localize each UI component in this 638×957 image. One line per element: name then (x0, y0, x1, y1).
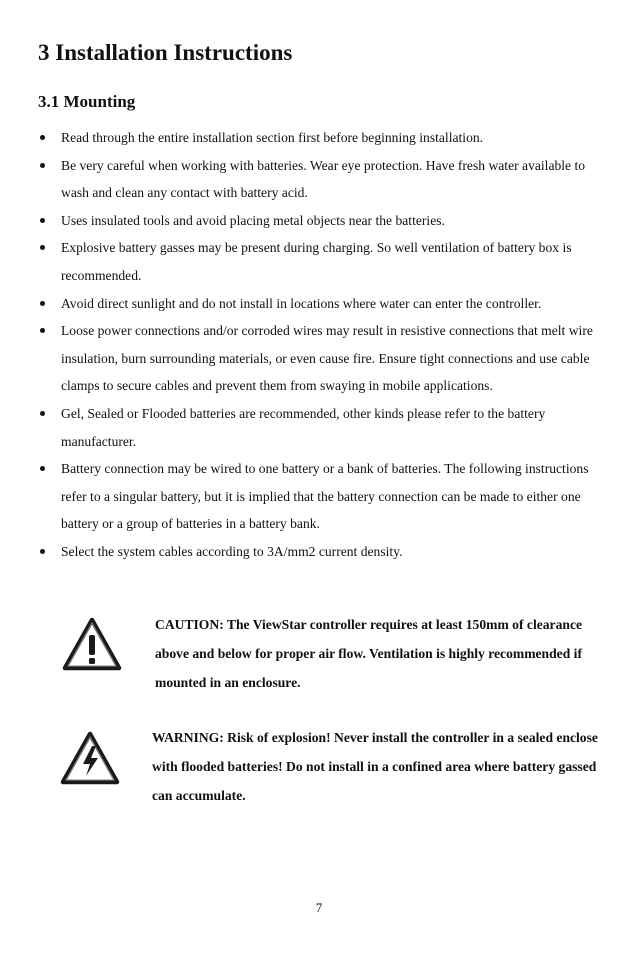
list-item-text: Read through the entire installation section first before beginning installation. (61, 130, 484, 145)
bullet-icon (40, 301, 45, 306)
bullet-icon (40, 135, 45, 140)
list-item (38, 317, 598, 400)
list-item-text: Be very careful when working with batteries. Wear eye protection. Have fresh water available to wash and clean any contact with battery acid. (61, 157, 586, 201)
warning-notice: WARNING: Risk of explosion! Never install the controller in a sealed enclose with flooded batteries! Do not install in a confined area where battery gassed can accumulate. (152, 730, 598, 803)
bullet-icon (40, 466, 45, 471)
list-item (38, 234, 598, 289)
instruction-list (38, 124, 598, 566)
list-item-text: Explosive battery gasses may be present during charging. So well ventilation of battery box is recommended. (61, 240, 572, 283)
list-item (38, 152, 598, 207)
list-item-text: Gel, Sealed or Flooded batteries are recommended, other kinds please refer to the battery manufacturer. (61, 405, 546, 449)
list-item-text: Avoid direct sunlight and do not install in locations where water can enter the controller. (61, 295, 542, 311)
bullet-icon (40, 245, 45, 250)
list-item (38, 538, 598, 566)
list-item-text: Select the system cables according to 3A/mm2 current density. (61, 543, 403, 559)
list-item-text: Loose power connections and/or corroded wires may result in resistive connections that melt wire insulation, burn surrounding materials, or even cause fire. Ensure tight connections and use cable clamps to secure cables and prevent them from swaying in mobile applications. (61, 323, 593, 394)
list-item (38, 455, 598, 538)
exclamation-triangle-icon (60, 614, 124, 676)
caution-notice: CAUTION: The ViewStar controller requires at least 150mm of clearance above and below for proper air flow. Ventilation is highly recommended if mounted in an enclosure. (155, 617, 583, 690)
section-heading: 3 Installation Instructions (38, 40, 293, 65)
bullet-icon (40, 218, 45, 223)
high-voltage-triangle-icon (58, 728, 122, 790)
bullet-icon (40, 328, 45, 333)
bullet-icon (40, 549, 45, 554)
subsection-heading: 3.1 Mounting (38, 92, 136, 111)
list-item-text: Uses insulated tools and avoid placing metal objects near the batteries. (61, 212, 445, 228)
list-item-text: Battery connection may be wired to one battery or a bank of batteries. The following instructions refer to a singular battery, but it is implied that the battery connection can be made to either one battery or a group of batteries in a battery bank. (61, 461, 589, 532)
list-item (38, 290, 598, 318)
page-number: 7 (315, 900, 323, 915)
list-item (38, 207, 598, 235)
list-item (38, 124, 598, 152)
bullet-icon (40, 411, 45, 416)
bullet-icon (40, 163, 45, 168)
list-item (38, 400, 598, 455)
